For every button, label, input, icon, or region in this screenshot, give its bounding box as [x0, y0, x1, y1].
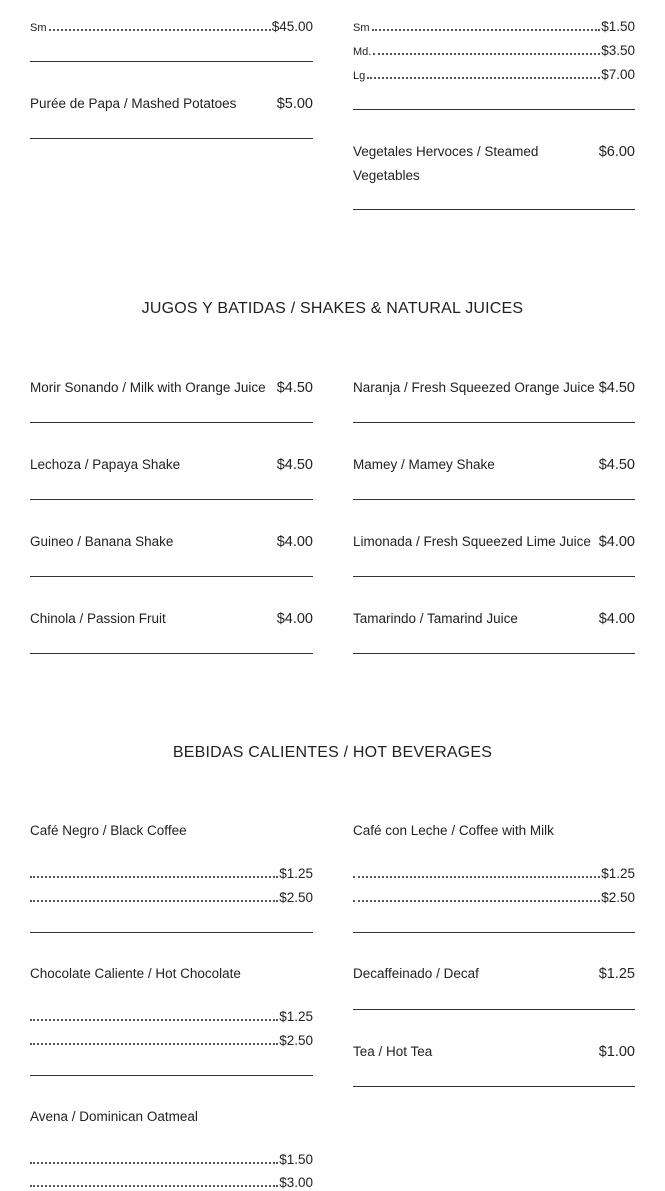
size-price: $7.00	[601, 67, 635, 82]
price-line	[30, 1008, 313, 1024]
item-price: $4.00	[276, 534, 313, 550]
item-price: $1.00	[598, 1044, 635, 1060]
item-name-oatmeal: Avena / Dominican Oatmeal	[30, 1109, 198, 1124]
menu-item-steamed-vegetables	[353, 140, 635, 188]
dot-leader	[30, 1185, 278, 1187]
divider	[30, 932, 313, 933]
menu-item-juice	[30, 376, 313, 400]
size-line-sm	[353, 18, 635, 34]
menu-item-juice	[353, 376, 635, 400]
size-price: $1.50	[279, 1152, 313, 1167]
section-title-juices: JUGOS Y BATIDAS / SHAKES & NATURAL JUICES	[141, 300, 524, 317]
item-name-black-coffee: Café Negro / Black Coffee	[30, 823, 187, 838]
size-line-lg	[353, 66, 635, 82]
dot-leader	[30, 1019, 278, 1021]
dot-leader	[353, 876, 600, 878]
size-line-sm	[30, 18, 313, 34]
price-line	[30, 1151, 313, 1167]
item-price: $1.25	[598, 966, 635, 982]
divider	[30, 422, 313, 423]
item-name: Tamarindo / Tamarind Juice	[353, 611, 518, 626]
size-price: $2.50	[279, 890, 313, 905]
size-label: Sm	[30, 22, 47, 34]
size-price: $45.00	[271, 19, 313, 34]
dot-leader	[372, 29, 601, 31]
size-label: Sm	[353, 22, 370, 34]
item-name: Chinola / Passion Fruit	[30, 611, 166, 626]
item-name: Mamey / Mamey Shake	[353, 457, 495, 472]
dot-leader	[30, 900, 278, 902]
dot-leader	[49, 29, 271, 31]
divider	[353, 1086, 635, 1087]
divider	[30, 499, 313, 500]
divider	[353, 932, 635, 933]
size-line-md	[353, 42, 635, 58]
dot-leader	[30, 1162, 278, 1164]
divider	[353, 109, 635, 110]
dot-leader	[373, 53, 600, 55]
price-line	[30, 889, 313, 905]
size-price: $2.50	[279, 1033, 313, 1048]
item-name: Purée de Papa / Mashed Potatoes	[30, 96, 237, 111]
menu-item-tea	[353, 1040, 635, 1064]
item-name: Naranja / Fresh Squeezed Orange Juice	[353, 380, 595, 395]
item-name: Decaffeinado / Decaf	[353, 966, 479, 981]
item-name: Morir Sonando / Milk with Orange Juice	[30, 380, 266, 395]
item-price: $5.00	[276, 96, 313, 112]
section-title-hot-beverages: BEBIDAS CALIENTES / HOT BEVERAGES	[172, 744, 493, 761]
size-price: $2.50	[601, 890, 635, 905]
menu-item-juice	[30, 453, 313, 477]
item-name: Vegetales Hervoces / Steamed Vegetables	[353, 144, 539, 183]
menu-item-decaf	[353, 962, 635, 986]
menu-item-mashed-potatoes	[30, 92, 313, 116]
divider	[30, 653, 313, 654]
price-line	[30, 865, 313, 881]
item-price: $6.00	[598, 144, 635, 160]
item-price: $4.00	[276, 611, 313, 627]
size-price: $1.25	[279, 1009, 313, 1024]
menu-item-juice	[353, 607, 635, 631]
item-price: $4.00	[598, 534, 635, 550]
menu-item-juice	[30, 530, 313, 554]
dot-leader	[30, 1043, 278, 1045]
size-price: $1.25	[279, 866, 313, 881]
item-name-hot-chocolate: Chocolate Caliente / Hot Chocolate	[30, 966, 241, 981]
size-label: Md.	[353, 46, 372, 58]
divider	[353, 1009, 635, 1010]
item-price: $4.50	[276, 380, 313, 396]
size-label: Lg	[353, 70, 366, 82]
dot-leader	[353, 900, 600, 902]
size-price: $3.50	[601, 43, 635, 58]
divider	[353, 499, 635, 500]
menu-item-juice	[30, 607, 313, 631]
item-name: Tea / Hot Tea	[353, 1044, 433, 1059]
price-line	[353, 889, 635, 905]
divider	[30, 1075, 313, 1076]
size-price: $1.50	[601, 19, 635, 34]
menu-item-juice	[353, 530, 635, 554]
menu-item-juice	[353, 453, 635, 477]
size-price: $3.00	[279, 1175, 313, 1190]
divider	[353, 576, 635, 577]
price-line	[30, 1174, 313, 1190]
divider	[353, 653, 635, 654]
divider	[30, 138, 313, 139]
price-line	[30, 1032, 313, 1048]
item-price: $4.50	[598, 457, 635, 473]
item-price: $4.50	[598, 380, 635, 396]
divider	[30, 61, 313, 62]
size-price: $1.25	[601, 866, 635, 881]
item-price: $4.50	[276, 457, 313, 473]
dot-leader	[30, 876, 278, 878]
item-price: $4.00	[598, 611, 635, 627]
item-name: Limonada / Fresh Squeezed Lime Juice	[353, 534, 591, 549]
divider	[353, 209, 635, 210]
divider	[30, 576, 313, 577]
divider	[353, 422, 635, 423]
item-name: Guineo / Banana Shake	[30, 534, 174, 549]
price-line	[353, 865, 635, 881]
item-name-cafe-con-leche: Café con Leche / Coffee with Milk	[353, 823, 554, 838]
item-name: Lechoza / Papaya Shake	[30, 457, 181, 472]
dot-leader	[367, 77, 600, 79]
